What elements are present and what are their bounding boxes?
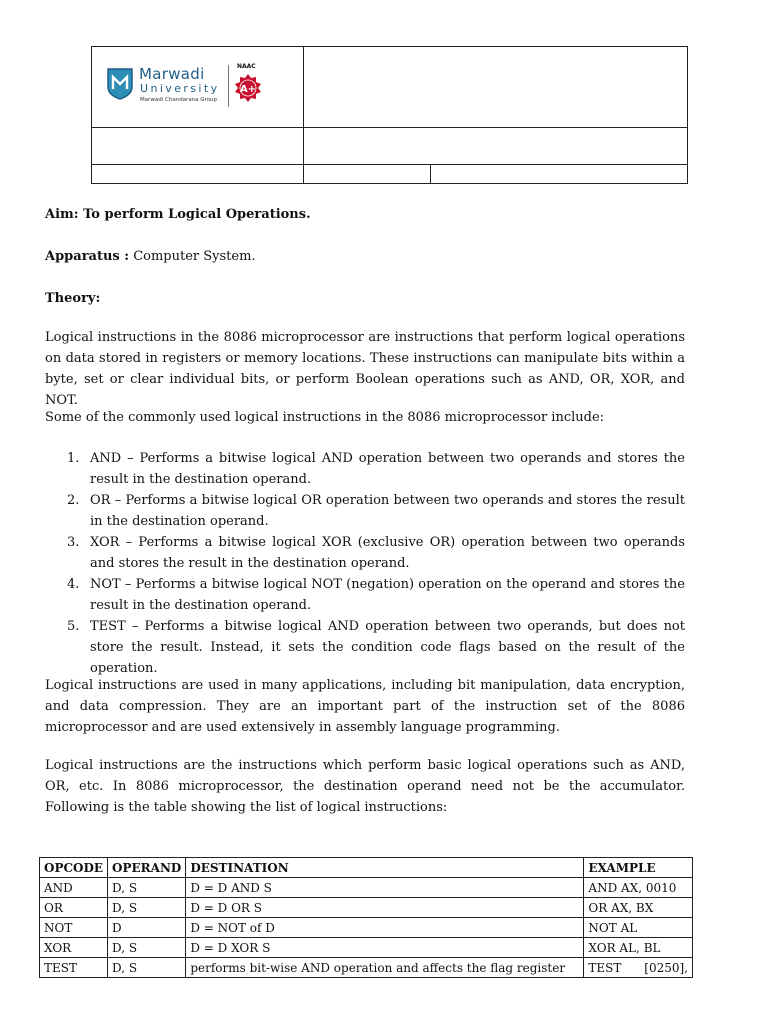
column-header: EXAMPLE xyxy=(584,858,693,878)
table-header-row xyxy=(40,858,693,878)
apparatus-value: Computer System. xyxy=(129,249,256,264)
table-cell: AND xyxy=(40,878,108,898)
table-row xyxy=(40,898,693,918)
header-divider-vertical xyxy=(430,164,431,184)
table-cell: performs bit-wise AND operation and affects the flag register xyxy=(186,958,584,978)
table-cell: D, S xyxy=(108,878,186,898)
list-item: 3. XOR – Performs a bitwise logical XOR (exclusive OR) operation between two operands and stores the result in the destination operand. xyxy=(67,535,685,571)
header-table xyxy=(91,46,688,184)
table-cell: D = D XOR S xyxy=(186,938,584,958)
logo-group: Marwadi Chandarana Group xyxy=(140,97,218,103)
table-row xyxy=(40,918,693,938)
table-row xyxy=(40,878,693,898)
logical-instructions-table xyxy=(39,857,693,978)
table-cell: XOR AL, BL xyxy=(584,938,693,958)
column-header: DESTINATION xyxy=(186,858,584,878)
instruction-list xyxy=(45,448,685,679)
list-item: 5. TEST – Performs a bitwise logical AND operation between two operands, but does not store the result. Instead, it sets the condition code flags based on the result of the operation. xyxy=(67,619,685,676)
table-cell: XOR xyxy=(40,938,108,958)
list-item: 2. OR – Performs a bitwise logical OR operation between two operands and stores the result in the destination operand. xyxy=(67,493,685,529)
paragraph: Some of the commonly used logical instructions in the 8086 microprocessor include: xyxy=(45,410,605,425)
svg-text:A+: A+ xyxy=(239,84,257,95)
table-cell: D xyxy=(108,918,186,938)
apparatus-label: Apparatus : xyxy=(45,249,130,264)
university-logo xyxy=(106,63,266,111)
header-divider-horizontal xyxy=(92,127,687,128)
header-divider-horizontal xyxy=(92,164,687,165)
table-cell: D = NOT of D xyxy=(186,918,584,938)
list-item: 4. NOT – Performs a bitwise logical NOT (negation) operation on the operand and stores the result in the destination operand. xyxy=(67,577,685,613)
table-row xyxy=(40,958,693,978)
table-cell: D, S xyxy=(108,938,186,958)
table-cell: NOT xyxy=(40,918,108,938)
column-header: OPERAND xyxy=(108,858,186,878)
grade-seal-icon xyxy=(234,73,262,103)
table-cell: OR xyxy=(40,898,108,918)
paragraph: Logical instructions in the 8086 microprocessor are instructions that perform logical operations on data stored in registers or memory locations. These instructions can manipulate bits within a byte, set or clear individual bits, or perform Boolean operations such as AND, OR, XOR, and NOT. xyxy=(45,330,685,408)
table-cell: TEST [0250], xyxy=(584,958,693,978)
paragraph: Logical instructions are the instructions which perform basic logical operations such as AND, OR, etc. In 8086 microprocessor, the destination operand need not be the accumulator. Following is the table showing the list of logical instructions: xyxy=(45,758,685,815)
naac-label: NAAC xyxy=(237,63,256,70)
apparatus-line xyxy=(45,246,685,267)
paragraph: Logical instructions are used in many applications, including bit manipulation, data encryption, and data compression. They are an important part of the instruction set of the 8086 microprocessor and are used extensively in assembly language programming. xyxy=(45,678,685,735)
table-cell: D = D OR S xyxy=(186,898,584,918)
naac-badge xyxy=(234,63,268,107)
logo-divider xyxy=(228,65,229,107)
table-cell: D = D AND S xyxy=(186,878,584,898)
shield-icon xyxy=(106,67,134,101)
table-cell: TEST xyxy=(40,958,108,978)
table-cell: D, S xyxy=(108,898,186,918)
logo-name: Marwadi xyxy=(139,65,205,83)
table-row xyxy=(40,938,693,958)
logo-university: University xyxy=(140,82,220,95)
column-header: OPCODE xyxy=(40,858,108,878)
aim-line: Aim: To perform Logical Operations. xyxy=(45,207,311,222)
theory-heading: Theory: xyxy=(45,291,101,306)
table-cell: AND AX, 0010 xyxy=(584,878,693,898)
table-cell: D, S xyxy=(108,958,186,978)
list-item: 1. AND – Performs a bitwise logical AND operation between two operands and stores the result in the destination operand. xyxy=(67,451,685,487)
table-cell: NOT AL xyxy=(584,918,693,938)
table-cell: OR AX, BX xyxy=(584,898,693,918)
